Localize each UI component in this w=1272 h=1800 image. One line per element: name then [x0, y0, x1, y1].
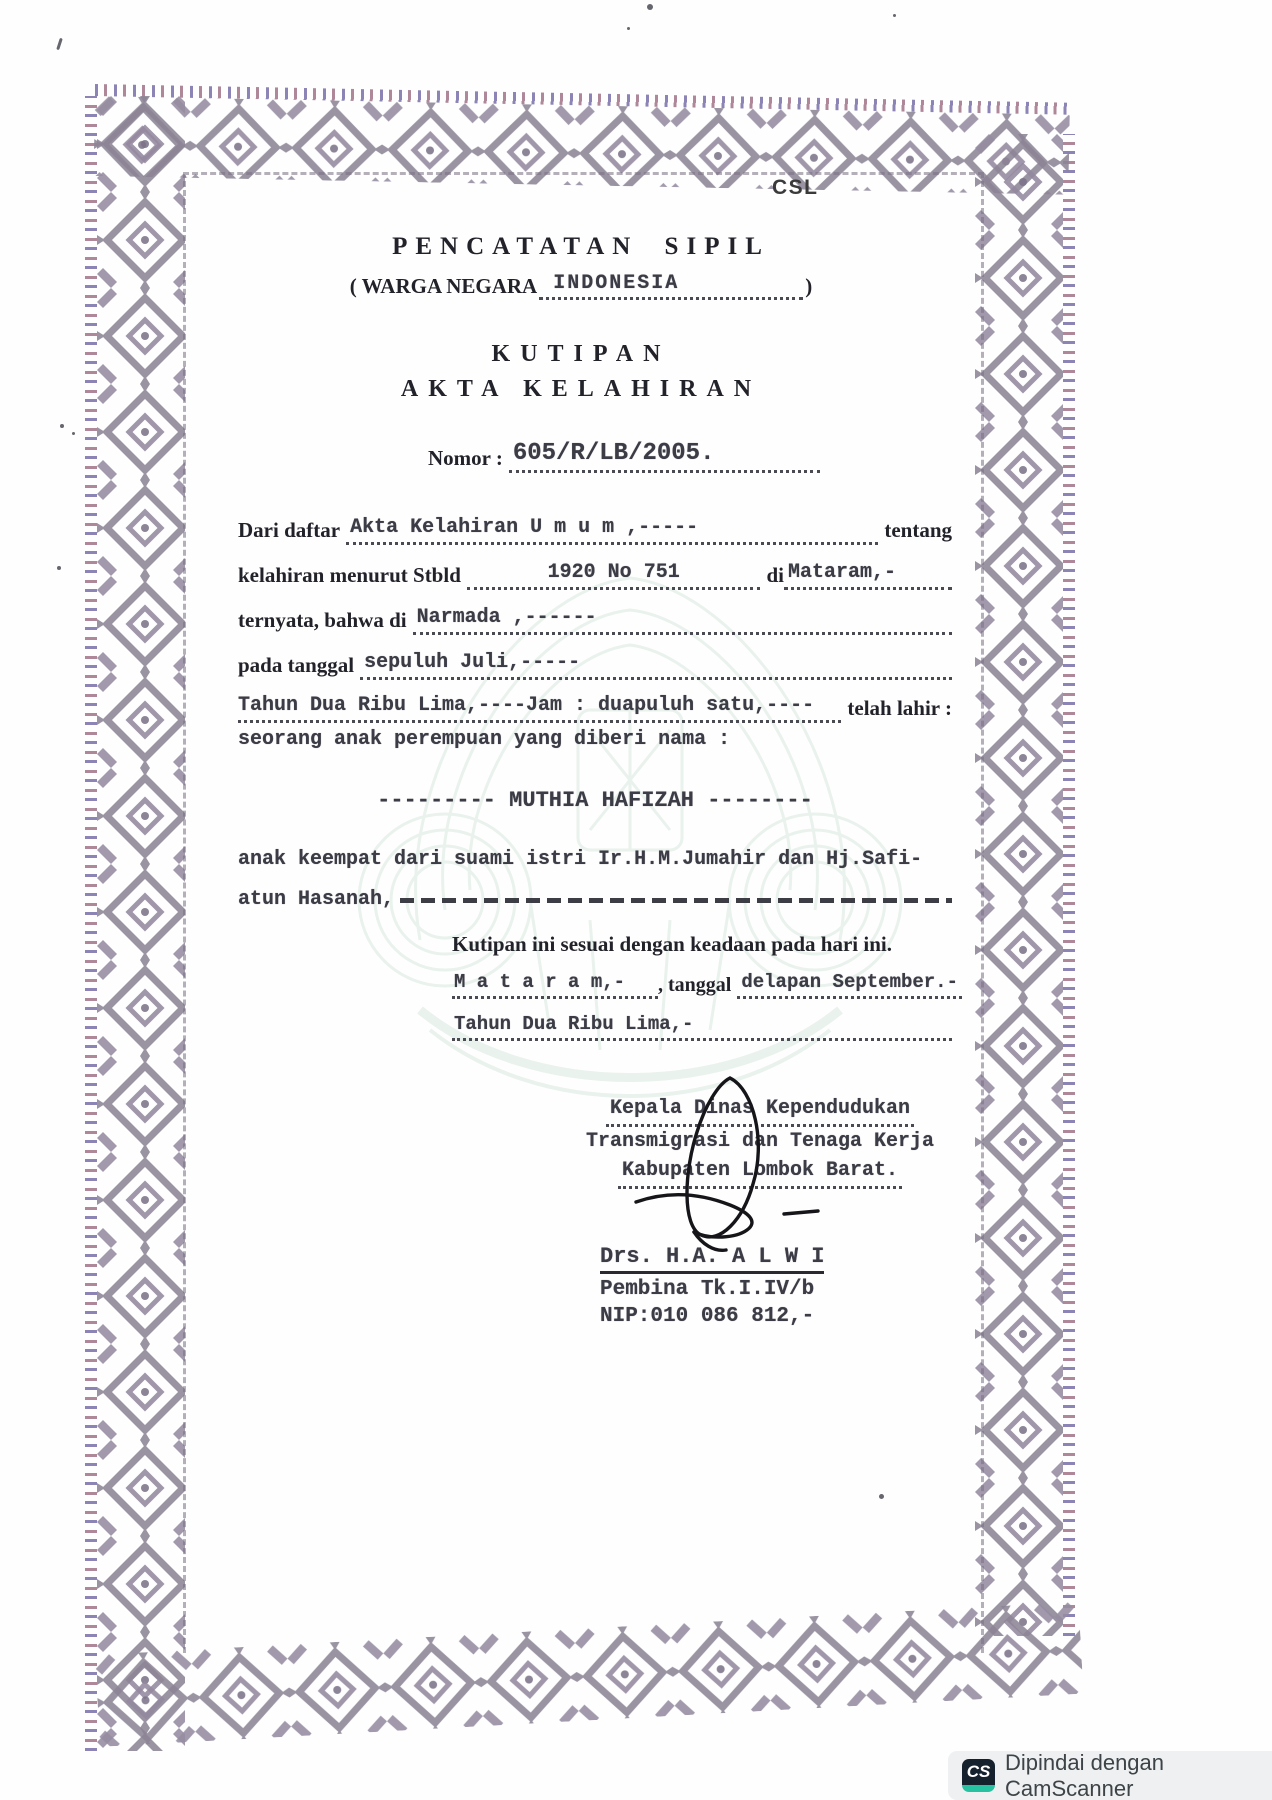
stbld-value: 1920 No 751 [547, 561, 680, 584]
office-line3: Kabupaten Lombok Barat. [618, 1156, 902, 1189]
camscanner-banner [948, 1751, 1272, 1800]
nomor-label: Nomor : [428, 446, 503, 470]
city-fill [452, 966, 658, 999]
nomor-row [428, 440, 820, 473]
camscanner-logo: CS [962, 1759, 995, 1792]
camscanner-text: Dipindai dengan CamScanner [1005, 1749, 1165, 1800]
form-row-tanggal [238, 647, 952, 680]
birthplace-value: Narmada ,------ [416, 606, 597, 629]
scan-speck [60, 424, 64, 428]
scan-speck [72, 432, 75, 435]
parents-line: anak keempat dari suami istri Ir.H.M.Jumahir dan Hj.Safi- [238, 848, 923, 871]
border-ticks-right [1063, 134, 1075, 1636]
issue-date-value: delapan September.- [741, 971, 958, 993]
child-name-line: --------- MUTHIA HAFIZAH -------- [377, 788, 813, 813]
form-row-tahun-jam [238, 690, 952, 723]
ternyata-fill [413, 602, 952, 635]
tanggal-fill [360, 647, 952, 680]
telah-lahir-label: telah lahir : [847, 696, 952, 720]
dari-daftar-fill [346, 512, 878, 545]
typed-dash-rule [400, 898, 952, 903]
citizenship-close: ) [805, 274, 813, 298]
stbld-fill [467, 557, 761, 590]
dari-daftar-value: Akta Kelahiran U m u m ,----- [350, 516, 699, 539]
decorative-border-right [975, 134, 1063, 1636]
subtitle-kutipan: KUTIPAN [491, 341, 671, 367]
scan-speck [647, 4, 653, 10]
nomor-fill [509, 440, 820, 473]
form-row-ternyata [238, 602, 952, 635]
signer-block [600, 1244, 824, 1328]
form-row-parents [238, 848, 952, 871]
dari-daftar-label: Dari daftar [238, 518, 341, 542]
issue-date-fill [737, 966, 962, 999]
birthdate-value: sepuluh Juli,----- [364, 651, 581, 674]
scan-speck [627, 27, 630, 30]
certificate-title: PENCATATAN SIPIL [392, 233, 770, 260]
tentang-label: tentang [884, 518, 952, 542]
issue-year-value: Tahun Dua Ribu Lima,- [454, 1013, 694, 1035]
kutipan-note: Kutipan ini sesuai dengan keadaan pada hari ini. [452, 932, 892, 956]
tanggal-label: pada tanggal [238, 653, 355, 677]
form-row-city-date [452, 966, 958, 999]
form-row-issue-year [452, 1008, 952, 1041]
border-ticks-left [85, 96, 97, 1751]
decorative-border-left [97, 96, 185, 1751]
scan-speck [879, 1494, 884, 1499]
citizenship-fill [539, 272, 803, 300]
di-label: di [766, 563, 784, 587]
issue-tanggal-label: , tanggal [658, 974, 732, 996]
nomor-value: 605/R/LB/2005. [512, 440, 715, 467]
form-row-dari-daftar [238, 512, 952, 545]
citizenship-value: INDONESIA [553, 272, 680, 295]
tahun-jam-fill [238, 690, 841, 723]
place-fill [784, 557, 952, 590]
signer-name: Drs. H.A. A L W I [600, 1244, 824, 1274]
signer-rank: Pembina Tk.I.IV/b [600, 1278, 815, 1301]
signature-stroke [598, 1072, 868, 1272]
office-line2: Transmigrasi dan Tenaga Kerja [585, 1130, 935, 1153]
issue-city-value: M a t a r a m,- [454, 971, 626, 993]
birthyear-time-value: Tahun Dua Ribu Lima,----Jam : duapuluh satu,---- [238, 694, 815, 717]
form-row-seorang-anak [238, 728, 952, 751]
scan-speck [56, 38, 63, 50]
ternyata-label: ternyata, bahwa di [238, 608, 407, 632]
subtitle-akta: AKTA KELAHIRAN [400, 376, 762, 402]
csl-label: CSL [772, 176, 819, 199]
stbld-label: kelahiran menurut Stbld [238, 563, 461, 587]
citizenship-prefix: ( WARGA NEGARA [349, 274, 538, 298]
issue-year-fill [452, 1008, 952, 1041]
form-row-stbld [238, 557, 952, 590]
scan-speck [57, 566, 61, 570]
citizenship-line [186, 272, 976, 300]
office-line1: Kepala Dinas Kependudukan [606, 1094, 914, 1127]
child-gender-line: seorang anak perempuan yang diberi nama : [238, 728, 731, 751]
parents-line-cont: atun Hasanah, [238, 888, 395, 911]
scan-speck [893, 14, 896, 17]
signer-nip: NIP:010 086 812,- [600, 1305, 815, 1328]
place-value: Mataram,- [788, 561, 897, 584]
form-row-parents-cont [238, 888, 952, 911]
